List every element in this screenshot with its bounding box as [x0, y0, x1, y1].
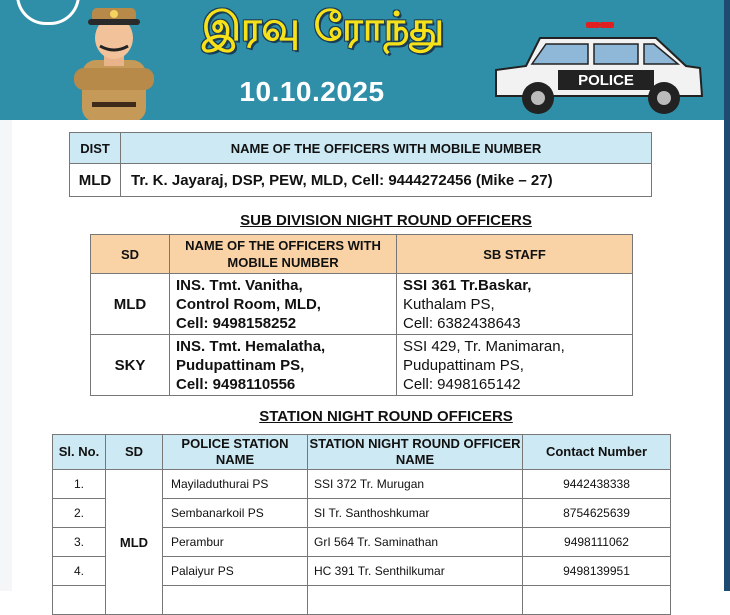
police-officer-illustration: [64, 2, 164, 120]
car-police-label: POLICE: [578, 72, 634, 89]
sb-line: Cell: 6382438643: [403, 315, 521, 332]
sb-line: Pudupattinam PS,: [403, 357, 524, 374]
district-code: MLD: [70, 164, 121, 197]
sd-code: MLD: [91, 274, 170, 335]
subdivision-caption: SUB DIVISION NIGHT ROUND OFFICERS: [240, 212, 532, 229]
officer-name: GrI 564 Tr. Saminathan: [308, 528, 523, 557]
contact-number: [523, 586, 671, 615]
officer-line: INS. Tmt. Vanitha,: [176, 277, 303, 294]
column-header: POLICE STATION NAME: [163, 435, 308, 470]
officer-line: Cell: 9498158252: [176, 315, 297, 332]
table-row: [91, 274, 633, 335]
column-header: SB STAFF: [397, 235, 633, 274]
serial-number: 3.: [53, 528, 106, 557]
table-header-row: [53, 435, 671, 470]
sb-line: SSI 361 Tr.Baskar,: [403, 277, 532, 294]
police-station: Palaiyur PS: [163, 557, 308, 586]
police-station: Sembanarkoil PS: [163, 499, 308, 528]
column-header: SD: [106, 435, 163, 470]
sb-line: Cell: 9498165142: [403, 376, 521, 393]
sb-line: Kuthalam PS,: [403, 296, 495, 313]
table-row: [70, 164, 652, 197]
page-title: இரவு ரோந்து: [201, 4, 445, 50]
contact-number: 9442438338: [523, 470, 671, 499]
column-header: Contact Number: [523, 435, 671, 470]
contact-number: 8754625639: [523, 499, 671, 528]
contact-number: 9498111062: [523, 528, 671, 557]
serial-number: 4.: [53, 557, 106, 586]
column-header: DIST: [70, 133, 121, 164]
serial-number: 2.: [53, 499, 106, 528]
sd-code: SKY: [91, 335, 170, 396]
column-header: STATION NIGHT ROUND OFFICER NAME: [308, 435, 523, 470]
column-header: Sl. No.: [53, 435, 106, 470]
sb-line: SSI 429, Tr. Manimaran,: [403, 338, 565, 355]
officer-line: Control Room, MLD,: [176, 296, 321, 313]
police-station: Perambur: [163, 528, 308, 557]
contact-number: 9498139951: [523, 557, 671, 586]
officer-cell: [170, 335, 397, 396]
district-officer: Tr. K. Jayaraj, DSP, PEW, MLD, Cell: 9444272456 (Mike – 27): [121, 164, 652, 197]
police-station: [163, 586, 308, 615]
column-header: SD: [91, 235, 170, 274]
sb-staff-cell: [397, 335, 633, 396]
report-date: 10.10.2025: [239, 76, 385, 107]
table-row: [91, 335, 633, 396]
column-header: NAME OF THE OFFICERS WITH MOBILE NUMBER: [170, 235, 397, 274]
officer-line: INS. Tmt. Hemalatha,: [176, 338, 326, 355]
police-station: Mayiladuthurai PS: [163, 470, 308, 499]
serial-number: 1.: [53, 470, 106, 499]
officer-line: Cell: 9498110556: [176, 376, 296, 393]
header-banner: [0, 0, 730, 120]
officer-name: [308, 586, 523, 615]
column-header: NAME OF THE OFFICERS WITH MOBILE NUMBER: [121, 133, 652, 164]
station-caption: STATION NIGHT ROUND OFFICERS: [259, 408, 513, 425]
officer-name: SI Tr. Santhoshkumar: [308, 499, 523, 528]
table-row: [53, 470, 671, 499]
sd-group: MLD: [106, 470, 163, 615]
officer-line: Pudupattinam PS,: [176, 357, 305, 374]
sb-staff-cell: [397, 274, 633, 335]
table-header-row: [70, 133, 652, 164]
right-border: [724, 0, 730, 591]
table-header-row: [91, 235, 633, 274]
officer-name: HC 391 Tr. Senthilkumar: [308, 557, 523, 586]
officer-name: SSI 372 Tr. Murugan: [308, 470, 523, 499]
officer-cell: [170, 274, 397, 335]
subdivision-table: [90, 234, 633, 396]
left-margin: [0, 120, 12, 591]
police-car-illustration: [488, 20, 710, 120]
district-officer-table: [69, 132, 652, 197]
serial-number: [53, 586, 106, 615]
station-table: [52, 434, 671, 615]
